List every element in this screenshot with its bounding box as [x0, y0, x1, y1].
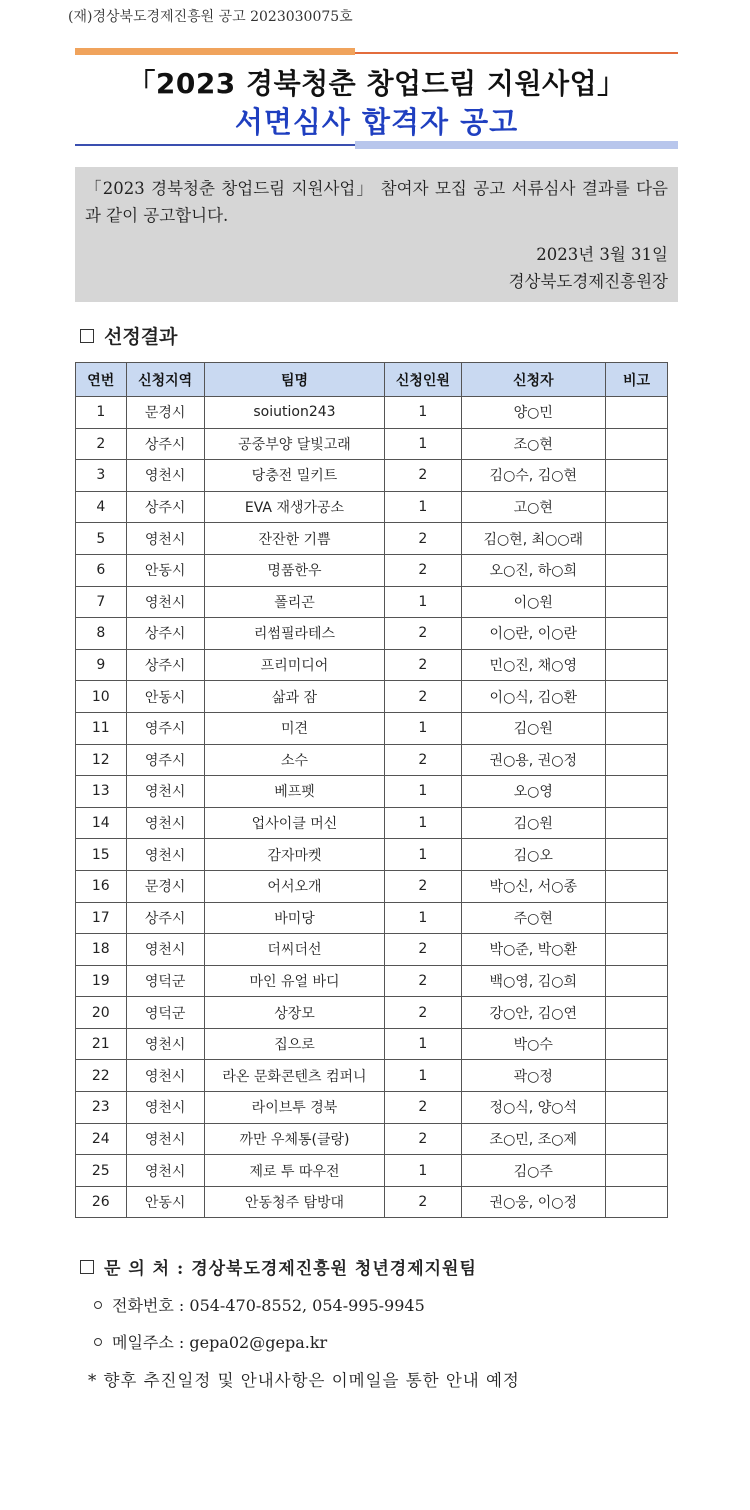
title-line-2: 서면심사 합격자 공고 [234, 105, 519, 139]
cell-count: 1 [385, 807, 461, 839]
cell-region: 영천시 [126, 586, 204, 618]
cell-no: 15 [76, 839, 127, 871]
cell-team: 안동청주 탐방대 [204, 1186, 385, 1218]
cell-region: 영천시 [126, 1028, 204, 1060]
header-team: 팀명 [204, 363, 385, 397]
cell-applicant: 조○현 [461, 428, 606, 460]
cell-count: 2 [385, 934, 461, 966]
table-row [76, 997, 668, 1029]
cell-team: soiution243 [204, 397, 385, 429]
cell-region: 영주시 [126, 744, 204, 776]
cell-count: 2 [385, 997, 461, 1029]
title-top-rule [75, 48, 355, 55]
cell-count: 1 [385, 776, 461, 808]
cell-no: 16 [76, 870, 127, 902]
cell-note [606, 744, 668, 776]
header-applicant: 신청자 [461, 363, 606, 397]
cell-team: 명품한우 [204, 554, 385, 586]
table-row [76, 428, 668, 460]
cell-count: 2 [385, 649, 461, 681]
cell-count: 2 [385, 1186, 461, 1218]
cell-note [606, 1028, 668, 1060]
notice-body: 「2023 경북청춘 창업드림 지원사업」 참여자 모집 공고 서류심사 결과를 다음과 같이 공고합니다. [85, 179, 668, 225]
cell-no: 19 [76, 965, 127, 997]
cell-no: 21 [76, 1028, 127, 1060]
cell-region: 영천시 [126, 1123, 204, 1155]
cell-region: 영덕군 [126, 965, 204, 997]
cell-note [606, 681, 668, 713]
cell-no: 11 [76, 712, 127, 744]
cell-applicant: 권○웅, 이○정 [461, 1186, 606, 1218]
table-row [76, 586, 668, 618]
cell-count: 1 [385, 1155, 461, 1187]
cell-count: 1 [385, 1028, 461, 1060]
table-row [76, 1123, 668, 1155]
cell-note [606, 428, 668, 460]
table-row [76, 554, 668, 586]
cell-team: 폴리곤 [204, 586, 385, 618]
cell-no: 7 [76, 586, 127, 618]
section-title: 선정결과 [104, 326, 178, 348]
cell-applicant: 김○수, 김○현 [461, 460, 606, 492]
table-row [76, 839, 668, 871]
cell-applicant: 김○현, 최○○래 [461, 523, 606, 555]
cell-applicant: 김○원 [461, 807, 606, 839]
title-bottom-thin-rule [75, 144, 355, 146]
cell-team: 라온 문화콘텐츠 컴퍼니 [204, 1060, 385, 1092]
cell-region: 상주시 [126, 649, 204, 681]
cell-team: 프리미디어 [204, 649, 385, 681]
cell-team: 업사이클 머신 [204, 807, 385, 839]
cell-count: 2 [385, 523, 461, 555]
cell-region: 문경시 [126, 397, 204, 429]
header-note: 비고 [606, 363, 668, 397]
table-row [76, 397, 668, 429]
cell-no: 22 [76, 1060, 127, 1092]
cell-no: 14 [76, 807, 127, 839]
cell-team: 베프펫 [204, 776, 385, 808]
cell-applicant: 조○민, 조○제 [461, 1123, 606, 1155]
cell-count: 1 [385, 839, 461, 871]
cell-note [606, 586, 668, 618]
table-row [76, 460, 668, 492]
cell-count: 1 [385, 397, 461, 429]
table-row [76, 1028, 668, 1060]
cell-note [606, 1092, 668, 1124]
cell-count: 1 [385, 491, 461, 523]
title-banner [75, 48, 678, 150]
title-line-1: 「2023 경북청춘 창업드림 지원사업」 [127, 67, 626, 100]
cell-region: 안동시 [126, 554, 204, 586]
cell-team: 더씨더선 [204, 934, 385, 966]
cell-region: 영천시 [126, 934, 204, 966]
section-heading [80, 322, 177, 349]
cell-applicant: 강○안, 김○연 [461, 997, 606, 1029]
cell-team: 라이브투 경북 [204, 1092, 385, 1124]
cell-applicant: 권○용, 권○정 [461, 744, 606, 776]
cell-region: 영주시 [126, 712, 204, 744]
contact-headline-row [80, 1254, 520, 1279]
notice-box [75, 167, 678, 302]
table-row [76, 965, 668, 997]
cell-note [606, 776, 668, 808]
cell-count: 2 [385, 1123, 461, 1155]
table-row [76, 870, 668, 902]
cell-note [606, 1155, 668, 1187]
table-row [76, 523, 668, 555]
cell-note [606, 1186, 668, 1218]
cell-note [606, 397, 668, 429]
cell-team: 잔잔한 기쁨 [204, 523, 385, 555]
cell-note [606, 712, 668, 744]
cell-no: 3 [76, 460, 127, 492]
cell-note [606, 460, 668, 492]
cell-note [606, 618, 668, 650]
cell-note [606, 870, 668, 902]
notice-date: 2023년 3월 31일 [536, 245, 668, 264]
cell-note [606, 839, 668, 871]
cell-team: 어서오개 [204, 870, 385, 902]
cell-team: 당충전 밀키트 [204, 460, 385, 492]
cell-note [606, 1060, 668, 1092]
cell-no: 20 [76, 997, 127, 1029]
table-row [76, 934, 668, 966]
cell-note [606, 997, 668, 1029]
cell-applicant: 박○수 [461, 1028, 606, 1060]
table-row [76, 1060, 668, 1092]
table-row [76, 902, 668, 934]
cell-no: 5 [76, 523, 127, 555]
cell-no: 8 [76, 618, 127, 650]
cell-region: 영천시 [126, 807, 204, 839]
cell-applicant: 김○원 [461, 712, 606, 744]
cell-applicant: 이○식, 김○환 [461, 681, 606, 713]
cell-no: 25 [76, 1155, 127, 1187]
header-count: 신청인원 [385, 363, 461, 397]
cell-no: 1 [76, 397, 127, 429]
cell-no: 17 [76, 902, 127, 934]
cell-count: 1 [385, 712, 461, 744]
contact-phone-row [94, 1293, 520, 1316]
cell-note [606, 491, 668, 523]
cell-note [606, 965, 668, 997]
cell-count: 2 [385, 965, 461, 997]
table-body [76, 397, 668, 1218]
document-number: (재)경상북도경제진흥원 공고 2023030075호 [68, 9, 353, 25]
results-table [75, 362, 668, 1218]
cell-team: 리썸필라테스 [204, 618, 385, 650]
table-header-row [76, 363, 668, 397]
cell-region: 영덕군 [126, 997, 204, 1029]
cell-region: 상주시 [126, 618, 204, 650]
table-row [76, 1155, 668, 1187]
cell-no: 26 [76, 1186, 127, 1218]
cell-team: 집으로 [204, 1028, 385, 1060]
contact-phone: 전화번호 : 054-470-8552, 054-995-9945 [112, 1296, 425, 1315]
table-row [76, 618, 668, 650]
table-row [76, 712, 668, 744]
cell-note [606, 523, 668, 555]
cell-applicant: 주○현 [461, 902, 606, 934]
cell-applicant: 이○원 [461, 586, 606, 618]
cell-count: 2 [385, 744, 461, 776]
cell-count: 1 [385, 1060, 461, 1092]
cell-team: 까만 우체통(클랑) [204, 1123, 385, 1155]
cell-region: 영천시 [126, 1155, 204, 1187]
cell-note [606, 807, 668, 839]
cell-region: 영천시 [126, 523, 204, 555]
cell-count: 1 [385, 586, 461, 618]
cell-region: 영천시 [126, 1092, 204, 1124]
cell-no: 18 [76, 934, 127, 966]
cell-count: 2 [385, 460, 461, 492]
square-bullet-icon [80, 1260, 94, 1274]
cell-team: 미견 [204, 712, 385, 744]
table-row [76, 744, 668, 776]
cell-no: 2 [76, 428, 127, 460]
cell-count: 1 [385, 902, 461, 934]
cell-applicant: 김○오 [461, 839, 606, 871]
cell-region: 영천시 [126, 776, 204, 808]
cell-applicant: 고○현 [461, 491, 606, 523]
cell-applicant: 오○진, 하○희 [461, 554, 606, 586]
cell-team: 소수 [204, 744, 385, 776]
cell-note [606, 554, 668, 586]
cell-region: 상주시 [126, 428, 204, 460]
cell-region: 안동시 [126, 681, 204, 713]
cell-region: 영천시 [126, 839, 204, 871]
cell-team: 상장모 [204, 997, 385, 1029]
cell-region: 영천시 [126, 1060, 204, 1092]
cell-count: 2 [385, 870, 461, 902]
cell-count: 2 [385, 681, 461, 713]
header-no: 연번 [76, 363, 127, 397]
cell-applicant: 곽○정 [461, 1060, 606, 1092]
header-region: 신청지역 [126, 363, 204, 397]
cell-no: 13 [76, 776, 127, 808]
title-bottom-rule [355, 141, 678, 149]
cell-no: 12 [76, 744, 127, 776]
cell-applicant: 정○식, 양○석 [461, 1092, 606, 1124]
cell-team: 제로 투 따우전 [204, 1155, 385, 1187]
contact-footnote: * 향후 추진일정 및 안내사항은 이메일을 통한 안내 예정 [88, 1371, 520, 1390]
table-row [76, 491, 668, 523]
square-bullet-icon [80, 329, 94, 343]
cell-no: 10 [76, 681, 127, 713]
cell-applicant: 민○진, 채○영 [461, 649, 606, 681]
cell-count: 2 [385, 618, 461, 650]
table-row [76, 1092, 668, 1124]
cell-no: 24 [76, 1123, 127, 1155]
cell-applicant: 이○란, 이○란 [461, 618, 606, 650]
cell-region: 상주시 [126, 491, 204, 523]
table-row [76, 649, 668, 681]
cell-note [606, 902, 668, 934]
cell-applicant: 김○주 [461, 1155, 606, 1187]
cell-count: 1 [385, 428, 461, 460]
table-row [76, 776, 668, 808]
contact-email-row [94, 1330, 520, 1353]
cell-team: 마인 유얼 바디 [204, 965, 385, 997]
cell-region: 안동시 [126, 1186, 204, 1218]
cell-team: 삶과 잠 [204, 681, 385, 713]
cell-count: 2 [385, 554, 461, 586]
cell-no: 9 [76, 649, 127, 681]
circle-bullet-icon [94, 1301, 102, 1309]
cell-no: 23 [76, 1092, 127, 1124]
cell-no: 4 [76, 491, 127, 523]
notice-issuer: 경상북도경제진흥원장 [508, 272, 668, 291]
cell-applicant: 백○영, 김○희 [461, 965, 606, 997]
cell-region: 상주시 [126, 902, 204, 934]
cell-team: 감자마켓 [204, 839, 385, 871]
contact-email: 메일주소 : gepa02@gepa.kr [112, 1333, 328, 1352]
cell-team: 바미당 [204, 902, 385, 934]
cell-note [606, 1123, 668, 1155]
contact-section [80, 1254, 520, 1391]
table-row [76, 681, 668, 713]
cell-team: 공중부양 달빛고래 [204, 428, 385, 460]
contact-headline: 문 의 처 : 경상북도경제진흥원 청년경제지원팀 [104, 1259, 477, 1279]
cell-region: 영천시 [126, 460, 204, 492]
cell-no: 6 [76, 554, 127, 586]
cell-applicant: 오○영 [461, 776, 606, 808]
table-row [76, 807, 668, 839]
table-row [76, 1186, 668, 1218]
cell-applicant: 양○민 [461, 397, 606, 429]
cell-team: EVA 재생가공소 [204, 491, 385, 523]
cell-note [606, 649, 668, 681]
cell-applicant: 박○준, 박○환 [461, 934, 606, 966]
cell-note [606, 934, 668, 966]
cell-count: 2 [385, 1092, 461, 1124]
circle-bullet-icon [94, 1338, 102, 1346]
cell-applicant: 박○신, 서○종 [461, 870, 606, 902]
title-top-thin-rule [355, 52, 678, 54]
cell-region: 문경시 [126, 870, 204, 902]
